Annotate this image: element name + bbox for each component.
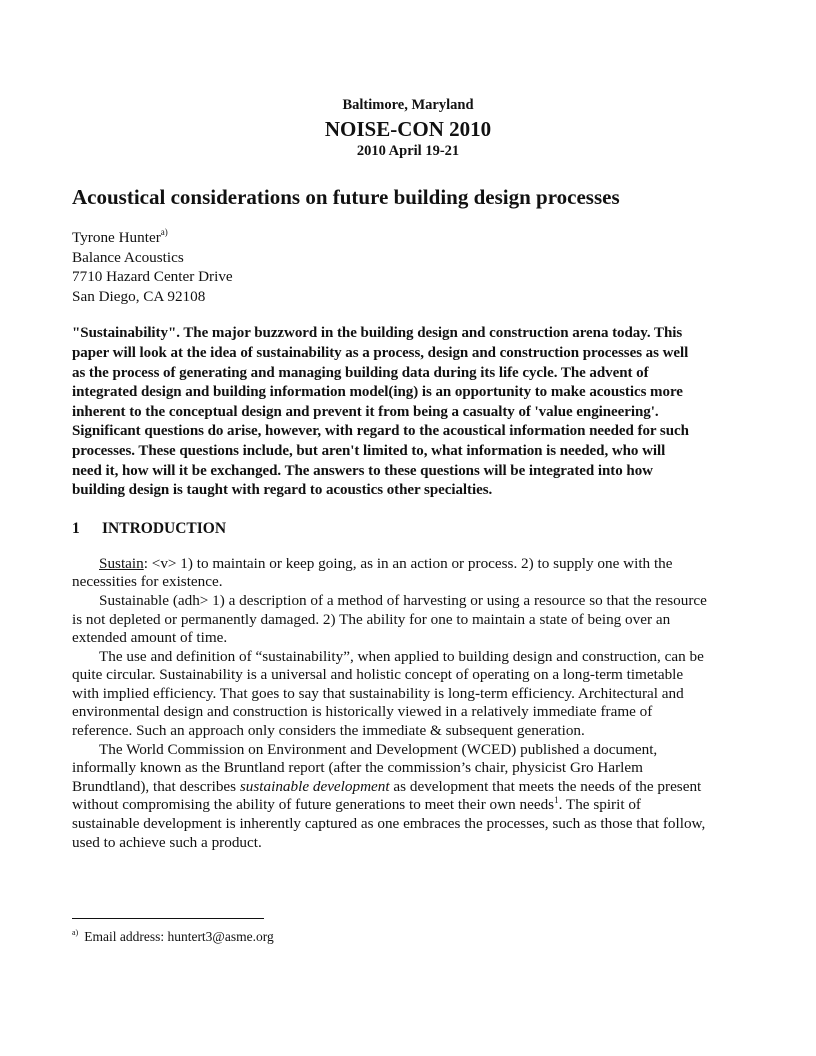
author-footnote-marker: a) [160,227,168,237]
paragraph-sustain-definition [72,555,744,592]
footnote-text: Email address: huntert3@asme.org [84,929,274,944]
author-block [72,228,744,306]
abstract-line: integrated design and building information model(ing) is an opportunity to make acoustics more [72,384,683,401]
author-name: Tyrone Hunter [72,229,161,246]
text-run: without compromising the ability of future generations to meet their own needs [72,796,555,814]
abstract [72,324,744,500]
text-run: used to achieve such a product. [72,833,262,851]
abstract-line: need it, how will it be exchanged. The answers to these questions will be integrated into how [72,462,653,479]
abstract-line: processes. These questions include, but aren't limited to, what information is needed, who will [72,442,666,459]
text-run: reference. Such an approach only considers the immediate & subsequent generation. [72,722,585,740]
footnote-divider [72,918,264,919]
paper-title: Acoustical considerations on future building design processes [72,185,620,209]
defined-term-sustain: Sustain [99,554,144,572]
paragraph-wced [72,741,744,853]
footnote-marker: a) [72,928,79,937]
abstract-line: as the process of generating and managing building data during its life cycle. The advent of [72,364,649,381]
conference-location: Baltimore, Maryland [342,97,474,113]
abstract-line: Significant questions do arise, however, with regard to the acoustical information needed for such [72,423,689,440]
text-run: The World Commission on Environment and Development (WCED) published a document, [99,740,658,758]
paragraph-sustainability-usage [72,648,744,741]
section-number: 1 [72,519,80,537]
text-run: is not depleted or permanently damaged. 2) The ability for one to maintain a state of being over an [72,610,671,628]
author-street: 7710 Hazard Center Drive [72,268,233,286]
footnote [72,928,274,945]
text-run: as development that meets the needs of the present [389,777,702,795]
text-run: : <v> 1) to maintain or keep going, as in an action or process. 2) to supply one with the [143,554,673,572]
text-run: environmental design and construction is historically viewed in a relatively immediate frame of [72,703,653,721]
text-run: Brundtland), that describes [72,777,240,795]
text-run: quite circular. Sustainability is a universal and holistic concept of operating on a long-term timetable [72,666,684,684]
author-city: San Diego, CA 92108 [72,287,206,305]
reference-marker: 1 [554,795,559,806]
paragraph-sustainable-definition [72,592,744,648]
text-run: . The spirit of [558,796,641,814]
section-heading-introduction [72,519,744,539]
abstract-line: building design is taught with regard to acoustics other specialties. [72,482,493,499]
abstract-line: inherent to the conceptual design and prevent it from being a casualty of 'value engineering'. [72,403,659,420]
abstract-line: "Sustainability". The major buzzword in the building design and construction arena today. This [72,325,683,342]
section-title: INTRODUCTION [102,519,227,537]
paper-page [72,0,744,1056]
author-name-line [72,228,744,248]
text-run: The use and definition of “sustainability”, when applied to building design and construction, can be [99,647,704,665]
conference-header [72,96,744,160]
abstract-line: paper will look at the idea of sustainability as a process, design and construction processes as well [72,344,689,361]
text-run: necessities for existence. [72,573,223,591]
text-run: sustainable development is inherently captured as one embraces the processes, such as those that follow, [72,815,706,833]
conference-dates: 2010 April 19-21 [356,143,460,159]
text-run: Sustainable (adh> 1) a description of a method of harvesting or using a resource so that the resource [99,591,707,609]
author-affiliation: Balance Acoustics [72,248,184,266]
conference-name: NOISE-CON 2010 [324,117,492,141]
text-run: extended amount of time. [72,629,228,647]
text-run: informally known as the Bruntland report (after the commission’s chair, physicist Gro Harlem [72,759,643,777]
text-run: with implied efficiency. That goes to say that sustainability is long-term efficiency. Architectural and [72,684,684,702]
italic-term: sustainable development [239,777,390,795]
introduction-body [72,555,744,853]
